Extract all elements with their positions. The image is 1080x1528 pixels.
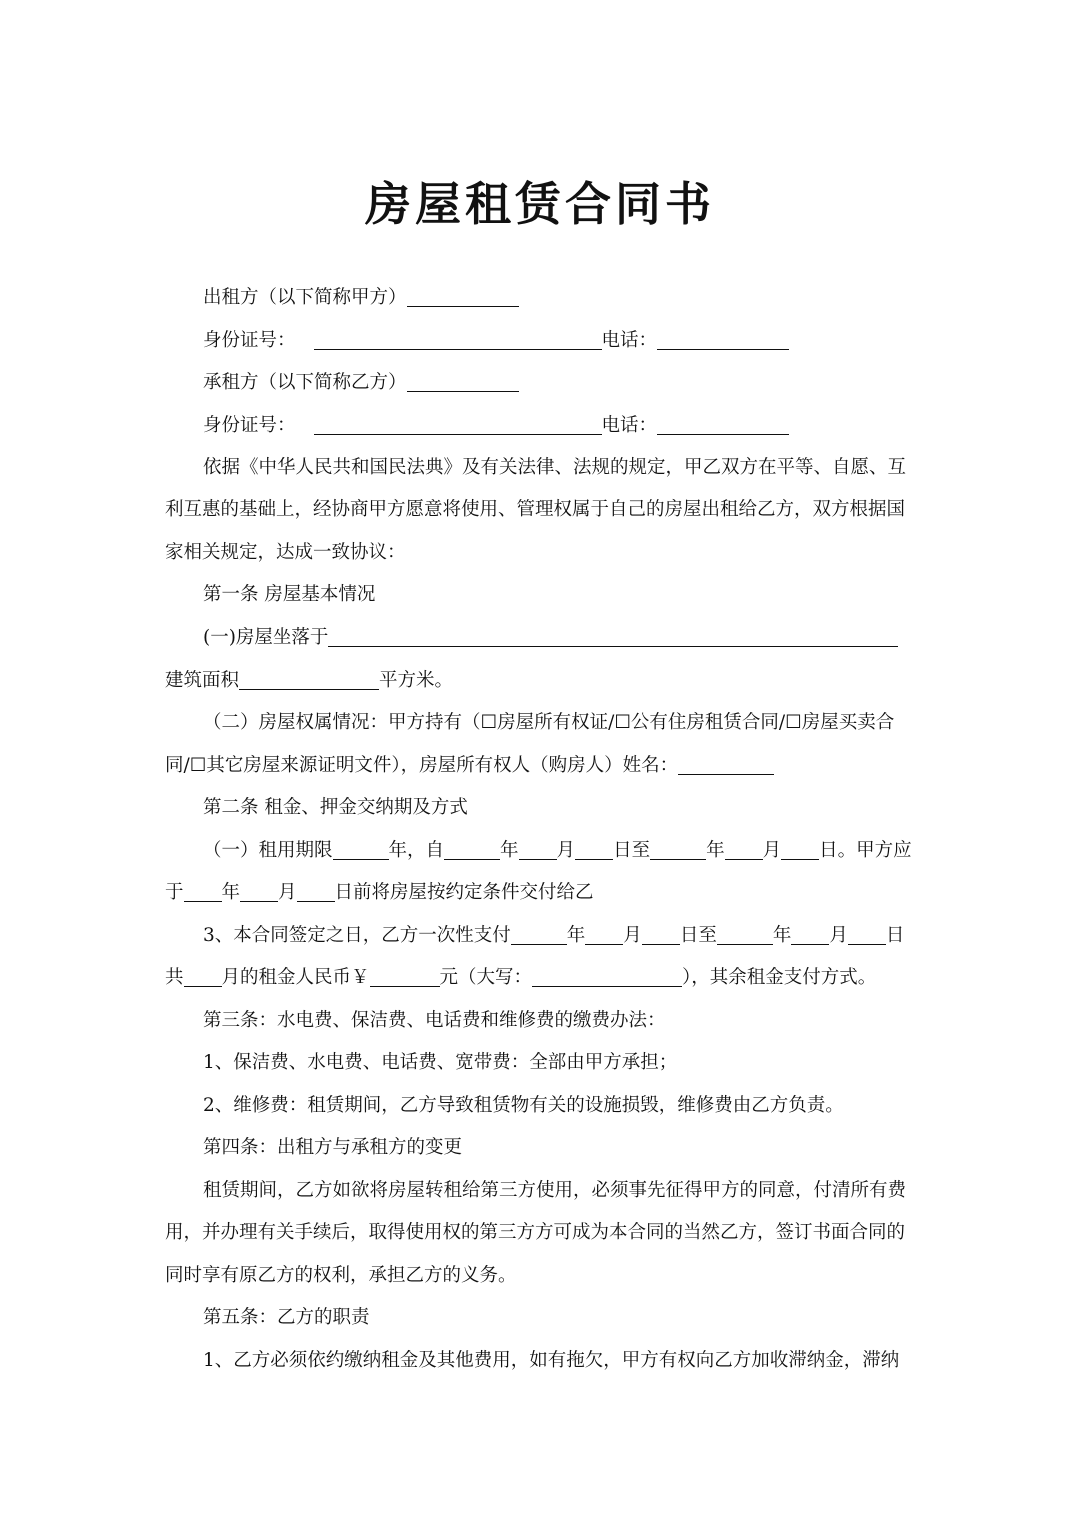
delivery-label: 日前将房屋按约定条件交付给乙 (334, 882, 594, 903)
lessee-line (165, 369, 963, 397)
article-3-item-2: 2、维修费：租赁期间，乙方导致租赁物有关的设施损毁，维修费由乙方负责。 (203, 1095, 844, 1116)
lessee-id-blank[interactable] (314, 414, 602, 435)
delivery-day-blank[interactable] (297, 881, 335, 902)
rent-rmb-label: 月的租金人民币￥ (221, 967, 370, 988)
start-month-blank[interactable] (519, 839, 557, 860)
intro-line-1: 依据《中华人民共和国民法典》及有关法律、法规的规定，甲乙双方在平等、自愿、互 (203, 457, 907, 478)
lessee-phone-blank[interactable] (657, 414, 789, 435)
pay-end-day-blank[interactable] (848, 924, 886, 945)
year-label: 年 (500, 840, 519, 861)
lessor-id-label: 身份证号： (203, 330, 296, 351)
month-label: 月 (556, 840, 576, 861)
lessor-phone-label: 电话： (601, 330, 658, 351)
payment-label: 3、本合同签定之日，乙方一次性支付 (203, 925, 511, 946)
rent-months-blank[interactable] (184, 966, 222, 987)
article-4-line-1: 租赁期间，乙方如欲将房屋转租给第三方使用，必须事先征得甲方的同意，付清所有费 (203, 1180, 907, 1201)
lessor-id-line (165, 327, 963, 355)
month-label: 月 (762, 840, 782, 861)
yu-label: 于 (165, 882, 184, 903)
rent-amount-line (165, 964, 925, 992)
article-1-heading: 第一条 房屋基本情况 (203, 584, 376, 605)
owner-name-blank[interactable] (678, 754, 774, 775)
lessee-id-line (165, 412, 963, 440)
day-to-label: 日至 (679, 925, 717, 946)
pay-start-day-blank[interactable] (642, 924, 680, 945)
lessor-line (165, 284, 963, 312)
article-4-line-2: 用，并办理有关手续后，取得使用权的第三方方可成为本合同的当然乙方，签订书面合同的 (165, 1222, 906, 1243)
lessee-phone-label: 电话： (601, 415, 658, 436)
delivery-month-blank[interactable] (240, 881, 278, 902)
year-label: 年 (772, 925, 792, 946)
day-end-label: 日。甲方应 (819, 840, 912, 861)
day-to-label: 日至 (613, 840, 651, 861)
ownership-line-1: （二）房屋权属情况：甲方持有（☐房屋所有权证/☐公有住房租赁合同/☐房屋买卖合 (203, 712, 895, 733)
location-line (165, 624, 963, 652)
location-label: (一)房屋坐落于 (203, 627, 329, 648)
intro-line-3: 家相关规定，达成一致协议： (165, 542, 406, 563)
pay-end-month-blank[interactable] (791, 924, 829, 945)
year-label: 年 (706, 840, 725, 861)
year-label: 年 (566, 925, 586, 946)
article-5-heading: 第五条：乙方的职责 (203, 1307, 370, 1328)
intro-line-2: 利互惠的基础上，经协商甲方愿意将使用、管理权属于自己的房屋出租给乙方，双方根据国 (165, 499, 906, 520)
delivery-year-blank[interactable] (184, 881, 222, 902)
ownership-line-2 (165, 752, 925, 780)
pay-start-year-blank[interactable] (511, 924, 567, 945)
article-3-item-1: 1、保洁费、水电费、电话费、宽带费：全部由甲方承担； (203, 1052, 678, 1073)
lessor-label: 出租方（以下简称甲方） (203, 287, 407, 308)
lessor-phone-blank[interactable] (657, 329, 789, 350)
article-4-line-3: 同时享有原乙方的权利，承担乙方的义务。 (165, 1265, 517, 1286)
start-year-blank[interactable] (444, 839, 500, 860)
area-unit: 平方米。 (379, 670, 454, 691)
article-3-heading: 第三条：水电费、保洁费、电话费和维修费的缴费办法： (203, 1010, 666, 1031)
term-from-label: 年，自 (388, 840, 445, 861)
lessee-blank[interactable] (407, 371, 519, 392)
area-blank[interactable] (239, 669, 379, 690)
lessor-id-blank[interactable] (314, 329, 602, 350)
pay-end-year-blank[interactable] (717, 924, 773, 945)
document-title: 房屋租赁合同书 (365, 177, 715, 231)
delivery-line (165, 879, 925, 907)
end-year-blank[interactable] (650, 839, 706, 860)
rest-label: ），其余租金支付方式。 (682, 967, 877, 988)
ownership-label: 同/☐其它房屋来源证明文件），房屋所有权人（购房人）姓名： (165, 755, 679, 776)
end-day-blank[interactable] (781, 839, 819, 860)
lessee-id-label: 身份证号： (203, 415, 296, 436)
pay-start-month-blank[interactable] (585, 924, 623, 945)
area-label: 建筑面积 (165, 670, 240, 691)
lessee-label: 承租方（以下简称乙方） (203, 372, 407, 393)
article-2-heading: 第二条 租金、押金交纳期及方式 (203, 797, 468, 818)
rent-amount-blank[interactable] (370, 966, 440, 987)
day-label: 日 (885, 925, 905, 946)
end-month-blank[interactable] (725, 839, 763, 860)
area-line (165, 667, 925, 695)
gong-label: 共 (165, 967, 184, 988)
month-label: 月 (623, 925, 642, 946)
month-label: 月 (278, 882, 297, 903)
article-4-heading: 第四条：出租方与承租方的变更 (203, 1137, 463, 1158)
month-label: 月 (829, 925, 848, 946)
location-blank[interactable] (328, 626, 898, 647)
yuan-label: 元（大写： (439, 967, 533, 988)
article-5-item-1: 1、乙方必须依约缴纳租金及其他费用，如有拖欠，甲方有权向乙方加收滞纳金，滞纳 (203, 1350, 900, 1371)
payment-line (165, 922, 963, 950)
term-years-blank[interactable] (333, 839, 389, 860)
rent-words-blank[interactable] (532, 966, 682, 987)
term-line (165, 837, 963, 865)
term-label: （一）租用期限 (203, 840, 333, 861)
year-label: 年 (221, 882, 241, 903)
lessor-blank[interactable] (407, 286, 519, 307)
start-day-blank[interactable] (575, 839, 613, 860)
